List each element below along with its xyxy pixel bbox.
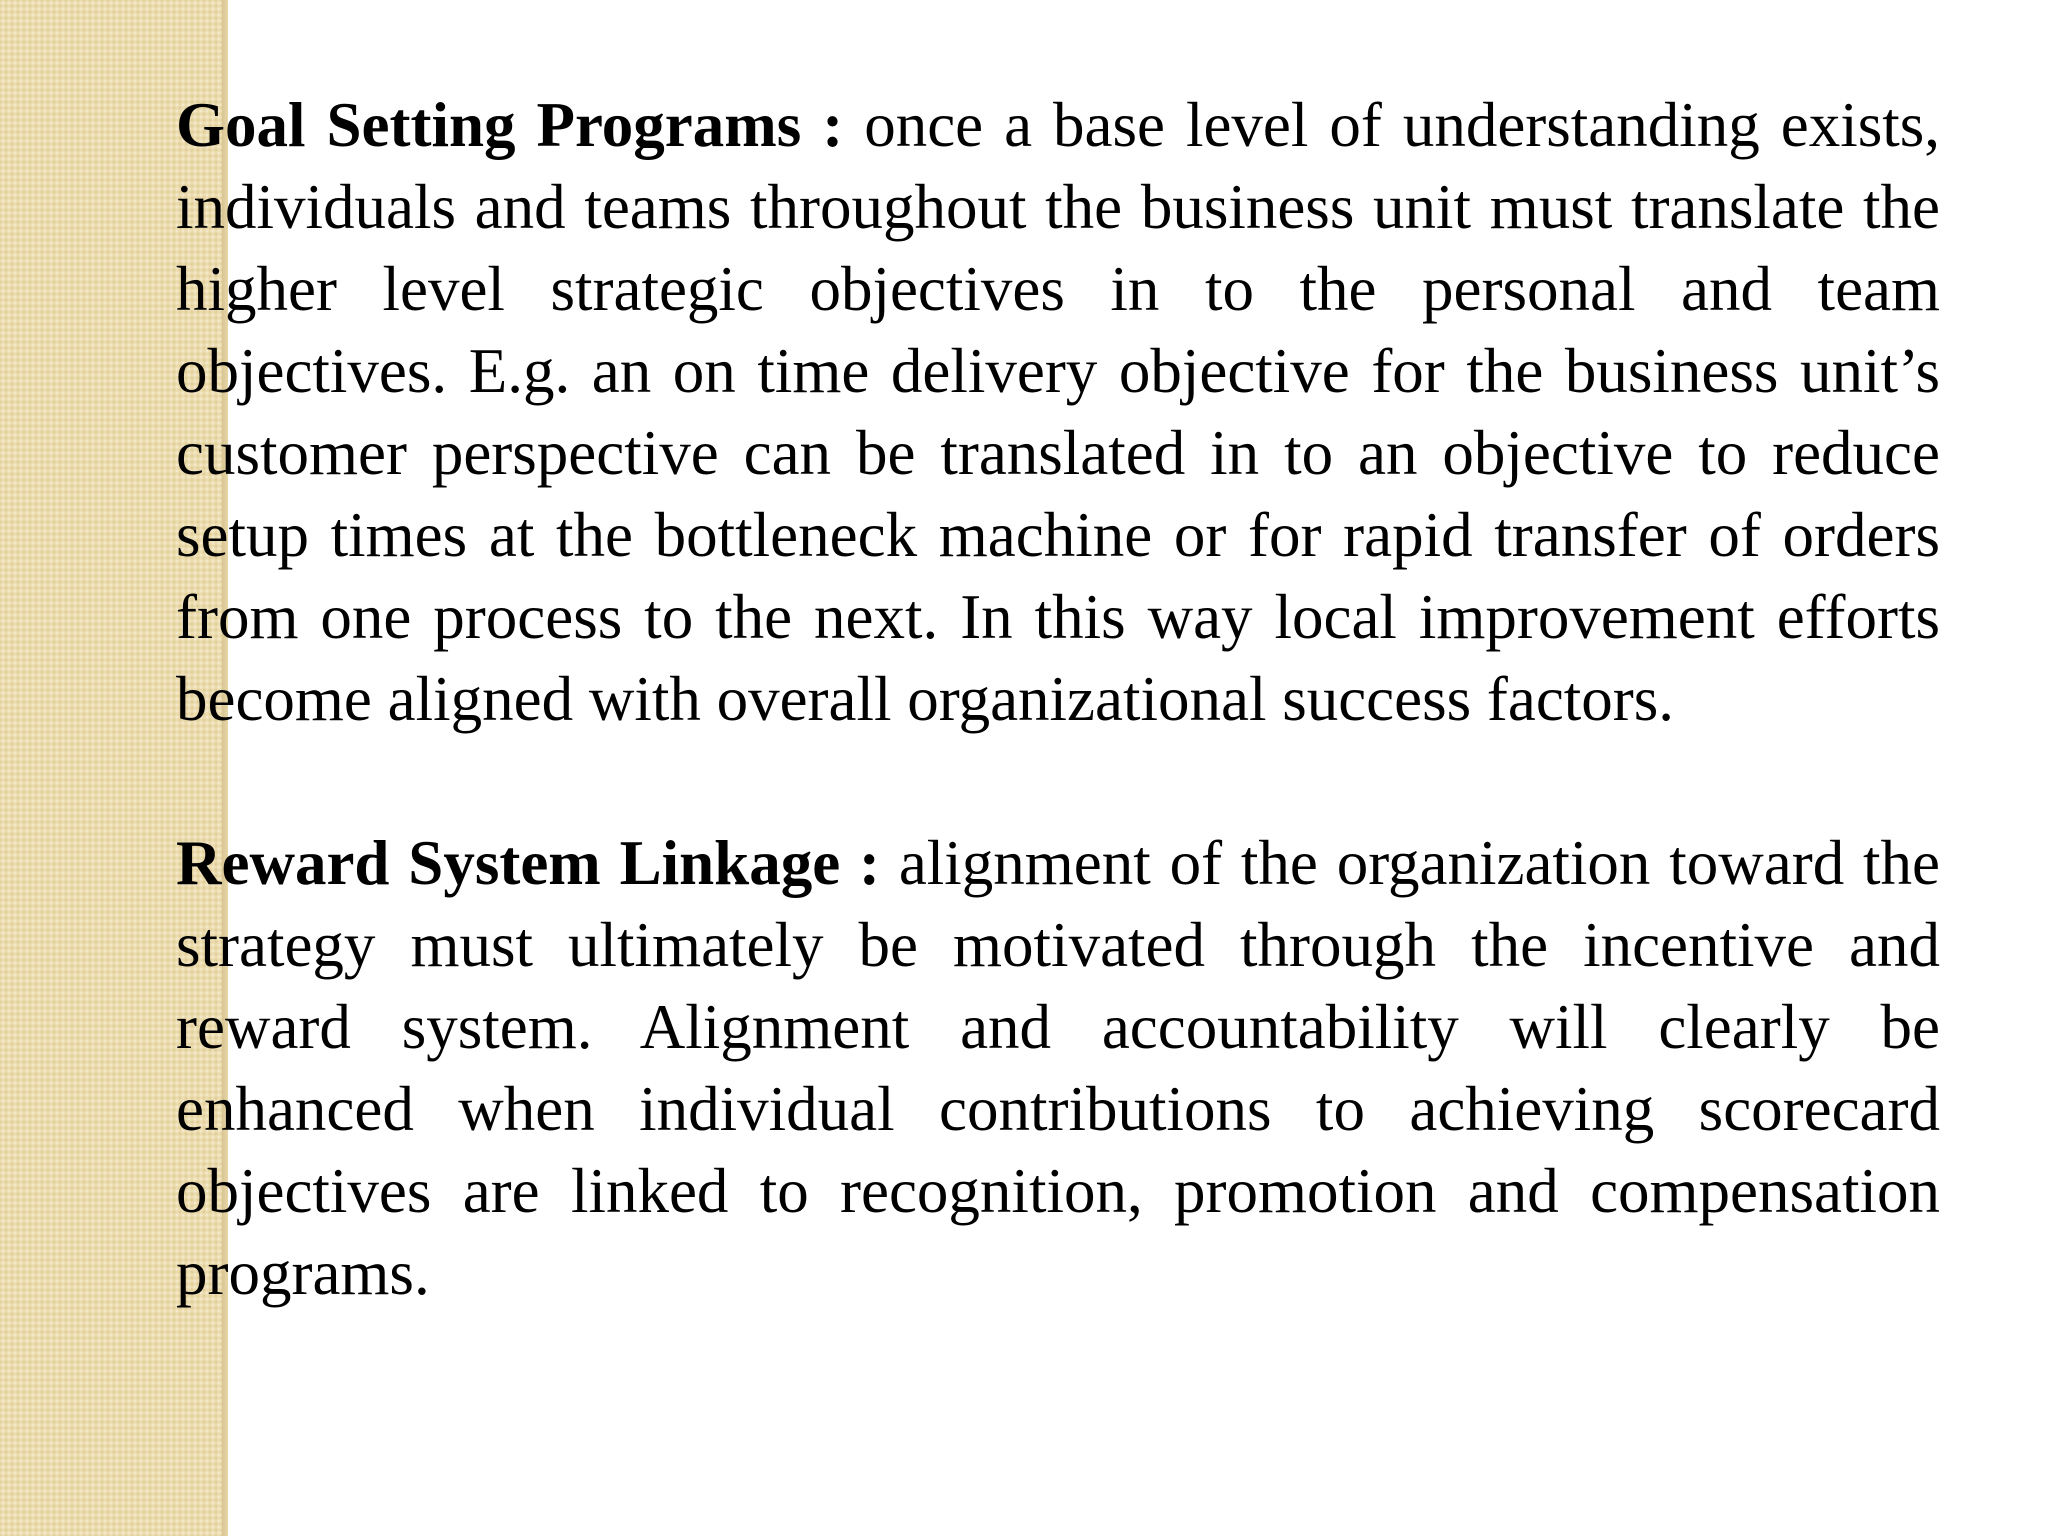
paragraph-goal-setting-programs <box>176 84 1940 740</box>
text-goal-setting-programs: once a base level of understanding exists, individuals and teams throughout the business unit must translate the higher level strategic objectives in to the personal and team objectives. E.g. an on time delivery objective for the business unit’s customer perspective can be translated in to an objective to reduce setup times at the bottleneck machine or for rapid transfer of orders from one process to the next. In this way local improvement efforts become aligned with overall organizational success factors. <box>176 90 1940 734</box>
paragraph-reward-system-linkage <box>176 822 1940 1314</box>
term-goal-setting-programs: Goal Setting Programs : <box>176 90 844 160</box>
term-reward-system-linkage: Reward System Linkage : <box>176 828 880 898</box>
slide-body <box>176 84 1940 1314</box>
text-reward-system-linkage: alignment of the organization toward the strategy must ultimately be motivated through the incentive and reward system. Alignment and accountability will clearly be enhanced when individual contributions to achieving scorecard objectives are linked to recognition, promotion and compensation programs. <box>176 828 1941 1308</box>
